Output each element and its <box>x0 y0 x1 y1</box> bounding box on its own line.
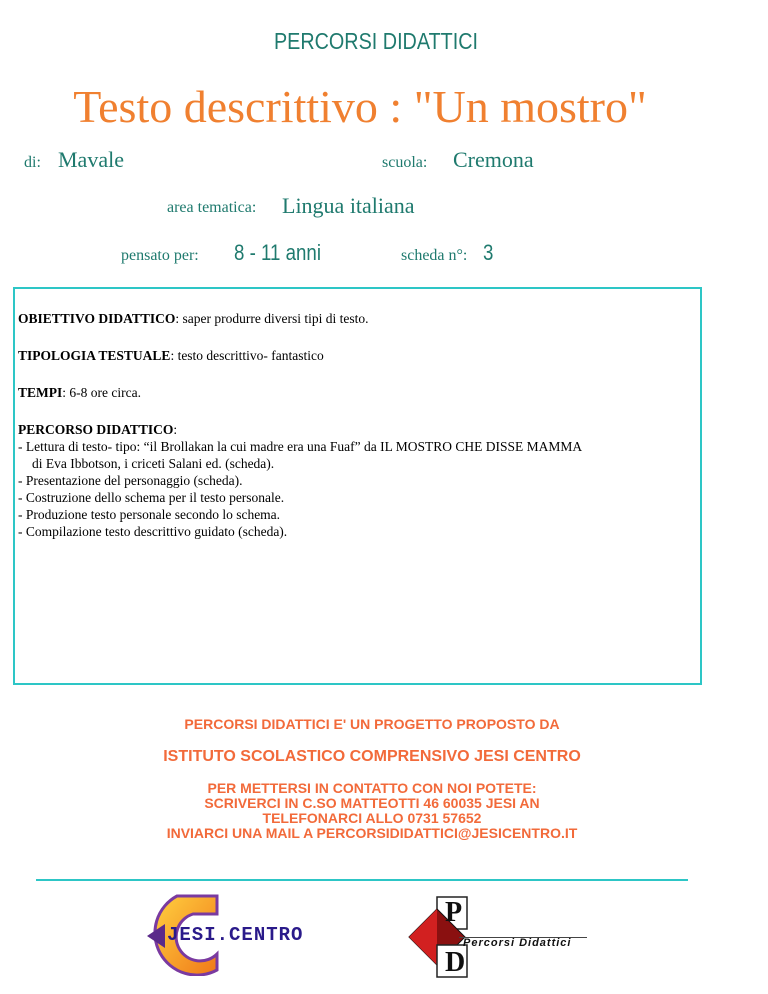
pd-logo-text: Percorsi Didattici <box>463 937 572 949</box>
sheet-label: scheda n°: <box>401 247 468 264</box>
time <box>18 384 141 401</box>
time-text: : 6-8 ore circa. <box>62 385 141 400</box>
area-label: area tematica: <box>167 199 257 216</box>
footer-divider <box>36 879 688 881</box>
path-label: PERCORSO DIDATTICO <box>18 422 174 437</box>
path-colon: : <box>173 422 178 437</box>
contact-line: TELEFONARCI ALLO 0731 57652 <box>262 810 482 826</box>
path-heading <box>18 421 177 438</box>
pd-logo-p: P <box>445 897 463 928</box>
typology-text: : testo descrittivo- fantastico <box>170 348 324 363</box>
time-label: TEMPI <box>18 385 63 400</box>
sheet-value: 3 <box>483 240 494 265</box>
contact-line: PER METTERSI IN CONTATTO CON NOI POTETE: <box>207 780 537 796</box>
school-label: scuola: <box>382 154 428 171</box>
path-steps <box>18 438 582 540</box>
document-title: Testo descrittivo : "Un mostro" <box>73 81 647 132</box>
school-value: Cremona <box>453 147 534 172</box>
objective-text: : saper produrre diversi tipi di testo. <box>175 311 369 326</box>
jesi-centro-logo <box>137 894 307 976</box>
age-label: pensato per: <box>121 247 199 264</box>
list-item: - Presentazione del personaggio (scheda). <box>18 473 243 488</box>
author-value: Mavale <box>58 147 124 172</box>
area-value: Lingua italiana <box>282 193 415 218</box>
author-label: di: <box>24 154 41 171</box>
contact-line: SCRIVERCI IN C.SO MATTEOTTI 46 60035 JESI AN <box>204 795 540 811</box>
objective-label: OBIETTIVO DIDATTICO <box>18 311 176 326</box>
pd-logo <box>407 895 597 980</box>
contact-block <box>0 781 744 841</box>
age-value: 8 - 11 anni <box>234 240 321 265</box>
typology <box>18 347 324 364</box>
list-item: di Eva Ibbotson, i criceti Salani ed. (scheda). <box>32 456 275 471</box>
project-line: PERCORSI DIDATTICI E' UN PROGETTO PROPOSTO DA <box>184 716 560 732</box>
list-item: - Produzione testo personale secondo lo schema. <box>18 507 281 522</box>
typology-label: TIPOLOGIA TESTUALE <box>18 348 171 363</box>
objective <box>18 310 369 327</box>
list-item: - Costruzione dello schema per il testo personale. <box>18 490 285 505</box>
content-box <box>13 287 702 685</box>
list-item: - Lettura di testo- tipo: “il Brollakan la cui madre era una Fuaf” da IL MOSTRO CHE DISSE MAMMA <box>18 439 583 454</box>
list-item: - Compilazione testo descrittivo guidato (scheda). <box>18 524 288 539</box>
jesi-logo-text: JESI.CENTRO <box>167 924 304 946</box>
pd-logo-d: D <box>445 947 466 978</box>
institute-name: ISTITUTO SCOLASTICO COMPRENSIVO JESI CENTRO <box>163 748 581 765</box>
contact-line: INVIARCI UNA MAIL A PERCORSIDIDATTICI@JESICENTRO.IT <box>166 825 578 841</box>
header-title: PERCORSI DIDATTICI <box>273 28 479 54</box>
